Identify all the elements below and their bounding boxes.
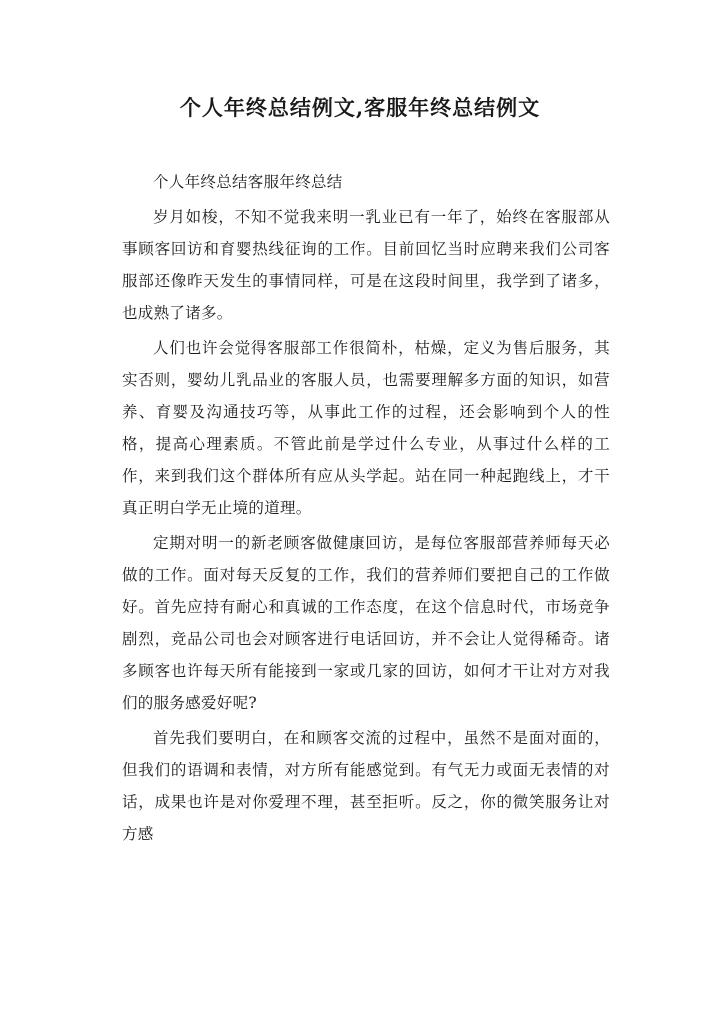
- document-body: [122, 166, 610, 853]
- document-subtitle: 个人年终总结客服年终总结: [153, 173, 343, 191]
- paragraph-3: 定期对明一的新老顾客做健康回访，是每位客服部营养师每天必做的工作。面对每天反复的工作，我们的营养师们要把自己的工作做好。首先应持有耐心和真诚的工作态度，在这个信息时代，市场竞争剧烈，竞品公司也会对顾客进行电话回访，并不会让人觉得稀奇。诸多顾客也许每天所有能接到一家或几家的回访，如何才干让对方对我们的服务感爱好呢?: [122, 534, 610, 712]
- document-title: 个人年终总结例文,客服年终总结例文: [179, 95, 541, 120]
- paragraph-1: 岁月如梭，不知不觉我来明一乳业已有一年了，始终在客服部从事顾客回访和育婴热线征询的工作。目前回忆当时应聘来我们公司客服部还像昨天发生的事情同样，可是在这段时间里，我学到了诸多，也成熟了诸多。: [122, 208, 610, 322]
- paragraph-4: 首先我们要明白，在和顾客交流的过程中，虽然不是面对面的，但我们的语调和表情，对方所有能感觉到。有气无力或面无表情的对话，成果也许是对你爱理不理，甚至拒听。反之，你的微笑服务让对方感: [122, 729, 610, 843]
- paragraph-2: 人们也许会觉得客服部工作很简朴，枯燥，定义为售后服务，其实否则，婴幼儿乳品业的客服人员，也需要理解多方面的知识，如营养、育婴及沟通技巧等，从事此工作的过程，还会影响到个人的性格，提高心理素质。不管此前是学过什么专业，从事过什么样的工作，来到我们这个群体所有应从头学起。站在同一种起跑线上，才干真正明白学无止境的道理。: [122, 339, 610, 517]
